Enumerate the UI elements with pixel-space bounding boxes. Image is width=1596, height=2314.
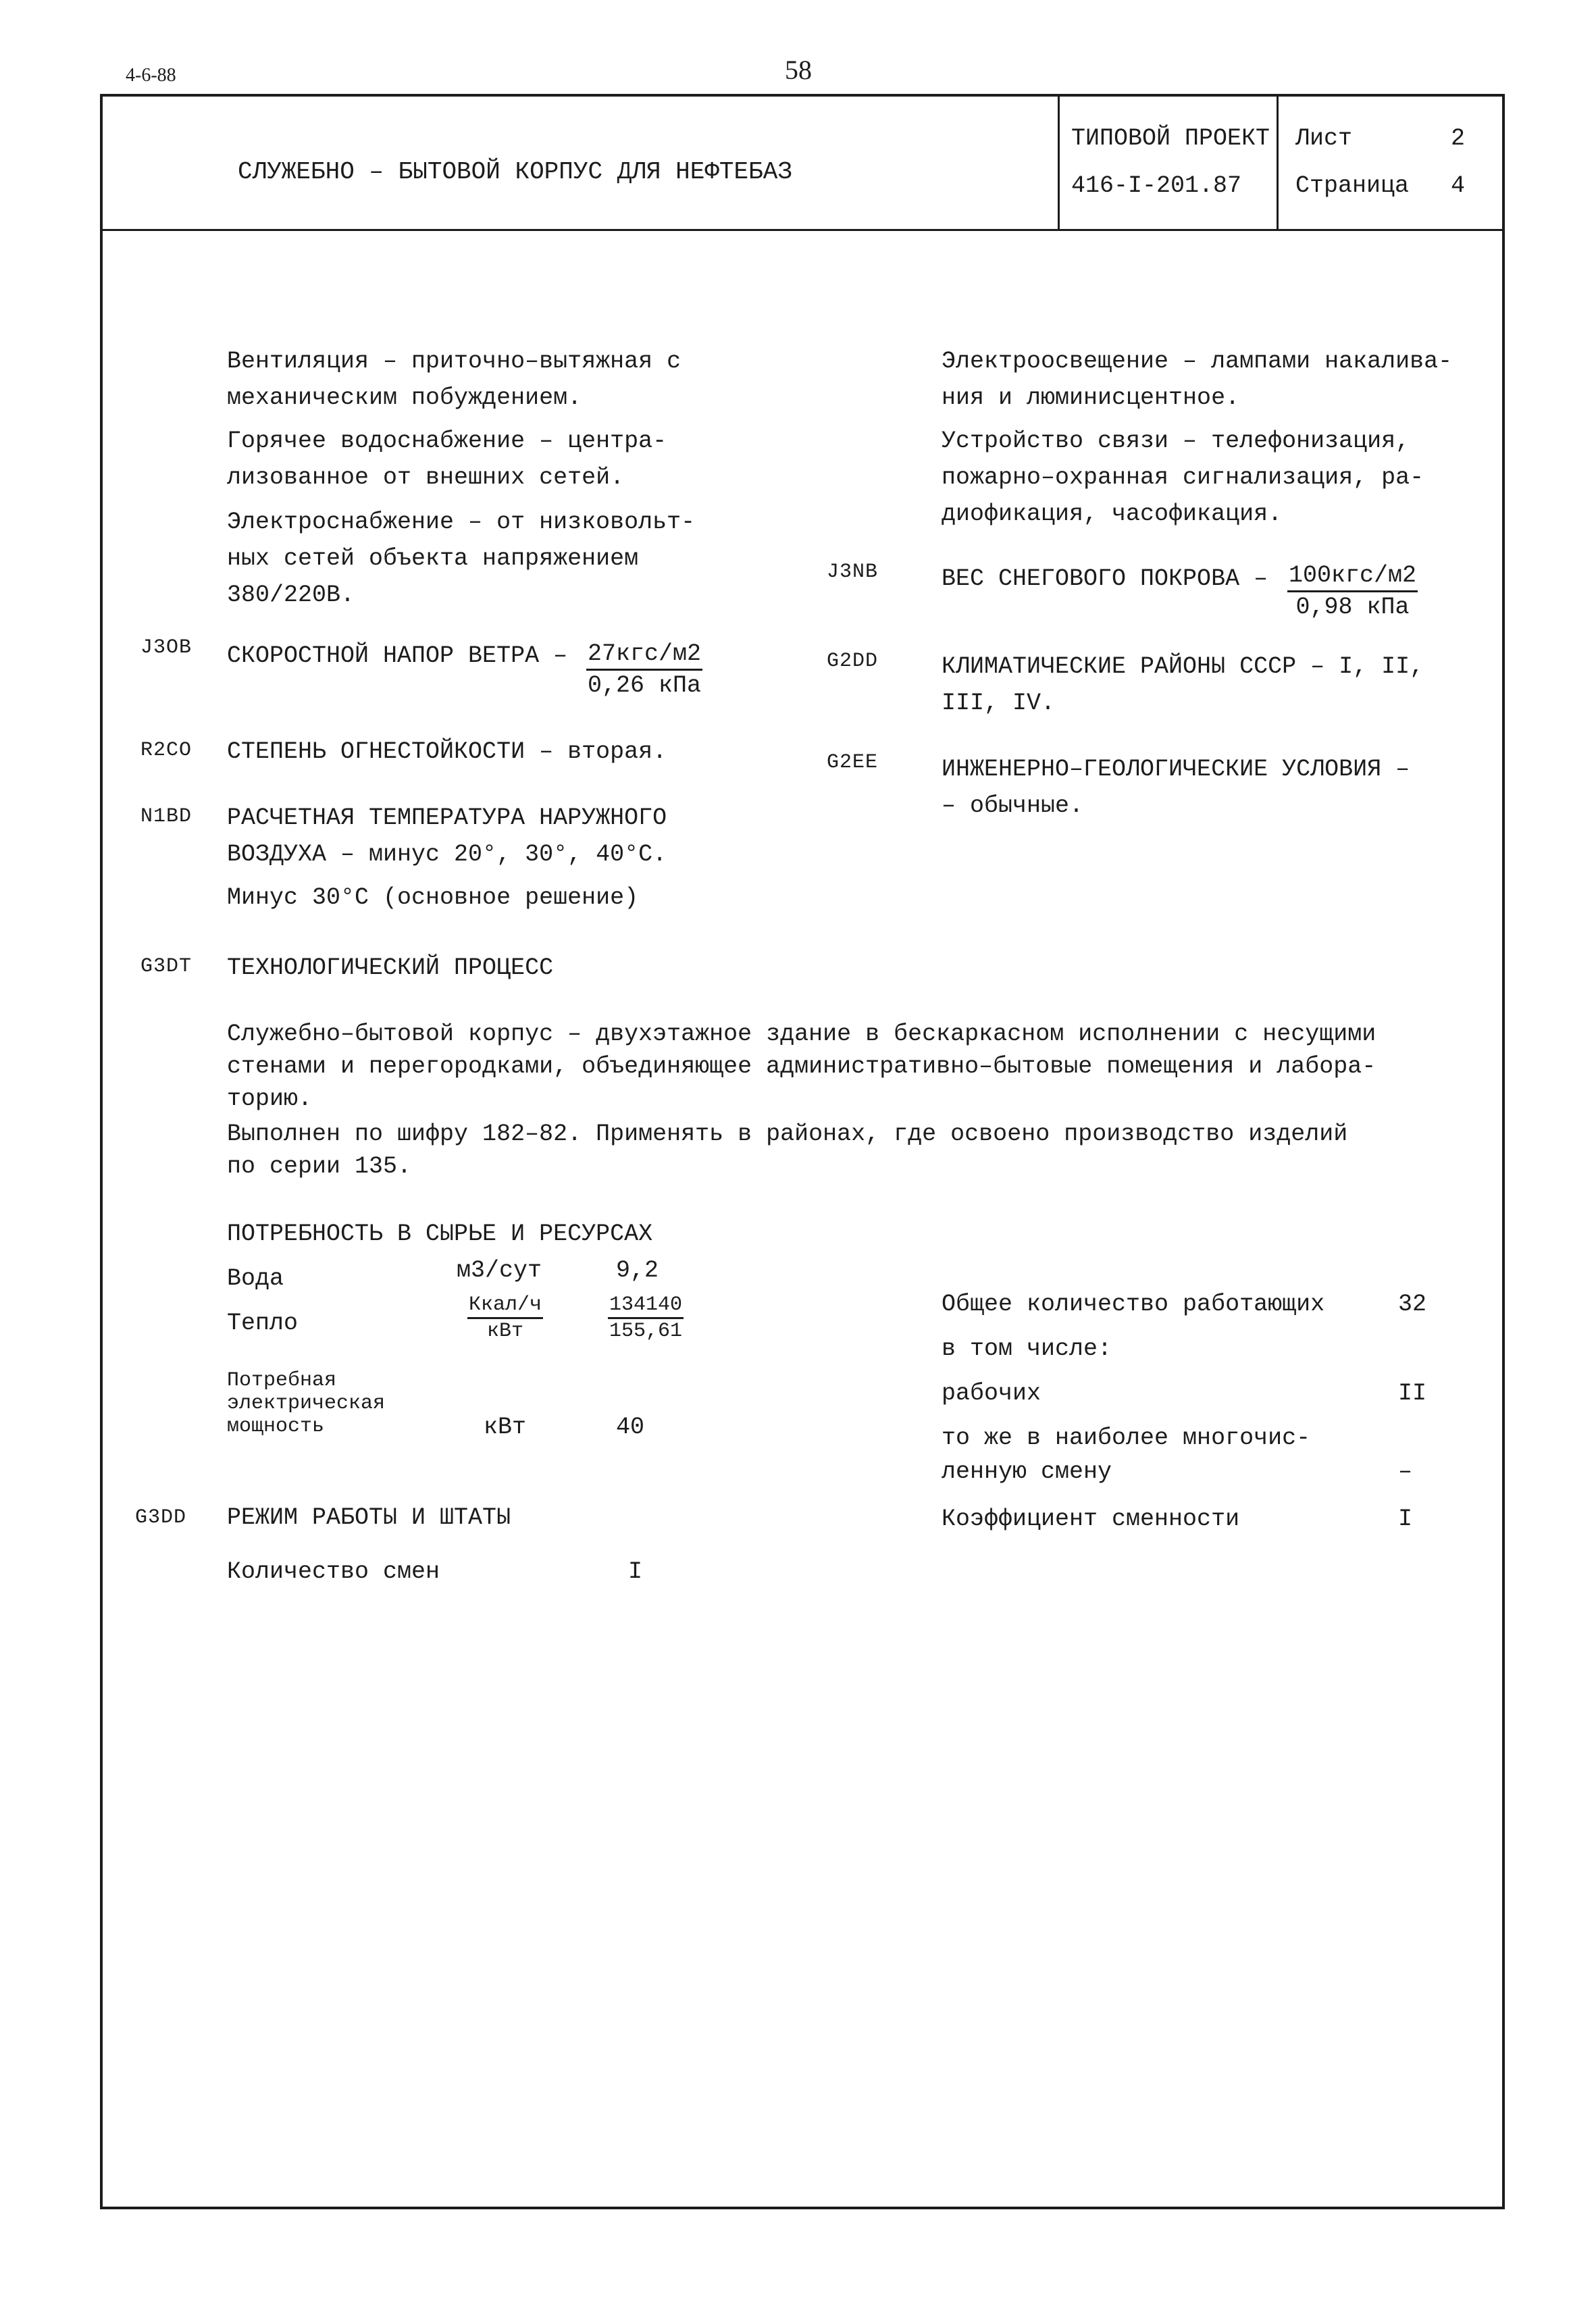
lighting-line-1: Электроосвещение – лампами накалива- bbox=[942, 348, 1453, 375]
temperature-line-1: РАСЧЕТНАЯ ТЕМПЕРАТУРА НАРУЖНОГО bbox=[227, 804, 667, 831]
largest-shift-value: – bbox=[1398, 1458, 1413, 1485]
title-block-divider-2 bbox=[1277, 94, 1279, 230]
power-supply-line-2: ных сетей объекта напряжением bbox=[227, 545, 639, 572]
wind-fraction bbox=[586, 639, 702, 700]
climate-line-2: III, IV. bbox=[942, 690, 1056, 717]
communication-line-1: Устройство связи – телефонизация, bbox=[942, 428, 1410, 455]
shifts-count-label: Количество смен bbox=[227, 1558, 440, 1585]
process-code: G3DT bbox=[140, 955, 192, 978]
project-number: 416-I-201.87 bbox=[1071, 172, 1242, 199]
hot-water-line-1: Горячее водоснабжение – центра- bbox=[227, 428, 667, 455]
largest-shift-line-2: ленную смену bbox=[942, 1458, 1112, 1485]
hot-water-line-2: лизованное от внешних сетей. bbox=[227, 464, 625, 491]
largest-shift-line-1: то же в наиболее многочис- bbox=[942, 1424, 1311, 1451]
communication-line-3: диофикация, часофикация. bbox=[942, 500, 1283, 528]
geology-line-1: ИНЖЕНЕРНО–ГЕОЛОГИЧЕСКИЕ УСЛОВИЯ – bbox=[942, 756, 1410, 783]
page-label: Страница bbox=[1295, 172, 1410, 199]
temperature-line-3: Минус 30°С (основное решение) bbox=[227, 884, 639, 911]
wind-numerator: 27кгс/м2 bbox=[586, 639, 702, 671]
process-heading: ТЕХНОЛОГИЧЕСКИЙ ПРОЦЕСС bbox=[227, 954, 554, 981]
temperature-line-2: ВОЗДУХА – минус 20°, 30°, 40°С. bbox=[227, 841, 667, 868]
power-label-2: электрическая bbox=[227, 1392, 386, 1415]
workers-value: II bbox=[1398, 1380, 1427, 1407]
process-line-4: Выполнен по шифру 182–82. Применять в районах, где освоено производство изделий bbox=[227, 1121, 1348, 1148]
heat-value-fraction bbox=[608, 1293, 684, 1343]
regime-code: G3DD bbox=[135, 1506, 187, 1529]
title-block-divider-1 bbox=[1058, 94, 1060, 230]
process-line-5: по серии 135. bbox=[227, 1153, 412, 1180]
heat-unit-numerator: Ккал/ч bbox=[467, 1293, 543, 1319]
water-label: Вода bbox=[227, 1265, 284, 1292]
process-line-2: стенами и перегородками, объединяющее административно–бытовые помещения и лабора- bbox=[227, 1053, 1376, 1080]
geology-line-2: – обычные. bbox=[942, 792, 1084, 819]
doc-code: 4-6-88 bbox=[126, 65, 176, 86]
heat-label: Тепло bbox=[227, 1310, 299, 1337]
resources-heading: ПОТРЕБНОСТЬ В СЫРЬЕ И РЕСУРСАХ bbox=[227, 1220, 653, 1248]
total-workers-label: Общее количество работающих bbox=[942, 1291, 1325, 1318]
fire-code: R2CO bbox=[140, 739, 192, 762]
heat-value-numerator: 134140 bbox=[608, 1293, 684, 1319]
power-label-3: мощность bbox=[227, 1415, 325, 1438]
power-label-1: Потребная bbox=[227, 1369, 337, 1392]
wind-denominator: 0,26 кПа bbox=[588, 672, 702, 699]
shift-coefficient-label: Коэффициент сменности bbox=[942, 1506, 1240, 1533]
water-unit: м3/сут bbox=[457, 1257, 542, 1284]
shift-coefficient-value: I bbox=[1398, 1506, 1413, 1533]
wind-label: СКОРОСТНОЙ НАПОР ВЕТРА – bbox=[227, 642, 568, 669]
power-unit: кВт bbox=[484, 1414, 527, 1441]
total-workers-value: 32 bbox=[1398, 1291, 1427, 1318]
heat-unit-fraction bbox=[467, 1293, 543, 1343]
document-title: СЛУЖЕБНО – БЫТОВОЙ КОРПУС ДЛЯ НЕФТЕБАЗ bbox=[238, 158, 792, 186]
climate-line-1: КЛИМАТИЧЕСКИЕ РАЙОНЫ СССР – I, II, bbox=[942, 653, 1424, 680]
snow-label: ВЕС СНЕГОВОГО ПОКРОВА – bbox=[942, 565, 1268, 592]
sheet-label: Лист bbox=[1295, 125, 1353, 152]
water-value: 9,2 bbox=[616, 1257, 659, 1284]
snow-fraction bbox=[1287, 561, 1418, 622]
workers-label: рабочих bbox=[942, 1380, 1041, 1407]
power-supply-line-1: Электроснабжение – от низковольт- bbox=[227, 509, 696, 536]
snow-denominator: 0,98 кПа bbox=[1295, 594, 1410, 621]
including-label: в том числе: bbox=[942, 1335, 1112, 1362]
power-supply-line-3: 380/220В. bbox=[227, 582, 355, 609]
ventilation-line-1: Вентиляция – приточно–вытяжная с bbox=[227, 348, 681, 375]
sheet-value: 2 bbox=[1451, 125, 1466, 152]
page-value: 4 bbox=[1451, 172, 1466, 199]
power-value: 40 bbox=[616, 1414, 645, 1441]
wind-code: J3OB bbox=[140, 636, 192, 659]
heat-unit-denominator: кВт bbox=[487, 1320, 524, 1343]
project-label: ТИПОВОЙ ПРОЕКТ bbox=[1071, 125, 1270, 152]
page-number: 58 bbox=[785, 55, 812, 85]
snow-numerator: 100кгс/м2 bbox=[1287, 561, 1418, 592]
climate-code: G2DD bbox=[827, 650, 879, 673]
communication-line-2: пожарно–охранная сигнализация, ра- bbox=[942, 464, 1424, 491]
fire-resistance: СТЕПЕНЬ ОГНЕСТОЙКОСТИ – вторая. bbox=[227, 738, 667, 765]
process-line-1: Служебно–бытовой корпус – двухэтажное здание в бескаркасном исполнении с несущими bbox=[227, 1021, 1376, 1048]
geology-code: G2EE bbox=[827, 751, 879, 774]
title-block-bottom-rule bbox=[100, 229, 1505, 231]
process-line-3: торию. bbox=[227, 1085, 313, 1112]
shifts-count-value: I bbox=[628, 1558, 643, 1585]
ventilation-line-2: механическим побуждением. bbox=[227, 384, 582, 411]
lighting-line-2: ния и люминисцентное. bbox=[942, 384, 1240, 411]
snow-code: J3NB bbox=[827, 561, 879, 584]
temperature-code: N1BD bbox=[140, 805, 192, 828]
heat-value-denominator: 155,61 bbox=[609, 1320, 683, 1343]
regime-heading: РЕЖИМ РАБОТЫ И ШТАТЫ bbox=[227, 1504, 511, 1531]
